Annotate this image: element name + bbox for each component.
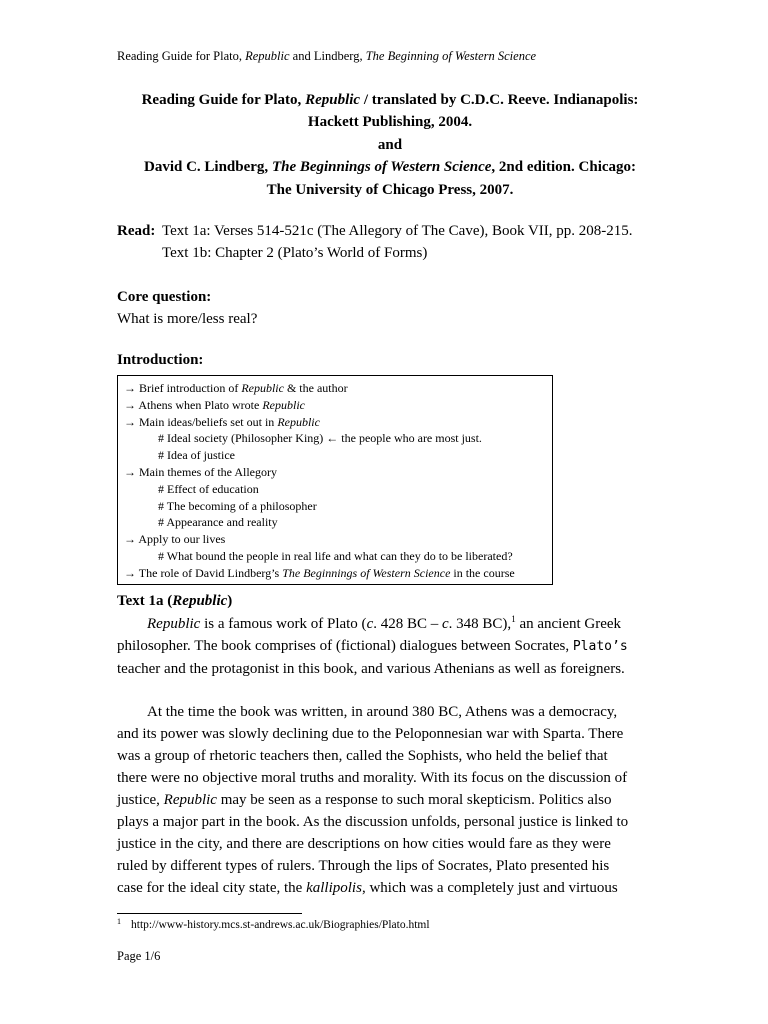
- outline-subitem: # Appearance and reality: [158, 515, 278, 530]
- footnote-url: http://www-history.mcs.st-andrews.ac.uk/Biographies/Plato.html: [131, 919, 430, 931]
- outline-item: → Apply to our lives: [124, 532, 226, 547]
- outline-subitem: # Idea of justice: [158, 448, 235, 463]
- page-number: Page 1/6: [117, 949, 161, 963]
- section-heading: Text 1a (Republic): [117, 593, 233, 609]
- footnote-divider: [117, 913, 302, 914]
- read-label: Read:: [117, 223, 156, 239]
- footnote-mark: 1: [117, 917, 121, 926]
- core-question: Core question: What is more/less real?: [117, 289, 258, 327]
- outline-item: → Main ideas/beliefs set out in Republic: [124, 414, 320, 429]
- outline-subitem: # The becoming of a philosopher: [158, 498, 317, 513]
- introduction-outline-box: [117, 375, 553, 585]
- introduction-heading: Introduction:: [117, 352, 204, 368]
- running-header: Reading Guide for Plato, Republic and Lindberg, The Beginning of Western Science: [117, 49, 537, 63]
- paragraph-2: At the time the book was written, in around 380 BC, Athens was a democracy, and its power was slowly declining due to the Peloponnesian war with Sparta. There was a group of rhetoric teachers then, called the Sophists, who held the belief that there were no objective moral truths and morality. With its focus on the discussion of justice, Republic may be seen as a response to such moral skepticism. Politics also plays a major part in the book. As the discussion unfolds, personal justice is linked to justice in the city, and there are descriptions on how cities would fare as they were ruled by different types of rulers. Through the lips of Socrates, Plato presented his case for the ideal city state, the kallipolis, which was a completely just and virtuous: [117, 704, 629, 896]
- outline-subitem: # What bound the people in real life and what can they do to be liberated?: [158, 548, 513, 563]
- outline-item: → Main themes of the Allegory: [124, 464, 277, 479]
- outline-item: → The role of David Lindberg’s The Beginnings of Western Science in the course: [124, 565, 515, 580]
- outline-subitem: # Effect of education: [158, 481, 259, 496]
- footnote: [117, 919, 430, 931]
- outline-subitem: # Ideal society (Philosopher King) ← the people who are most just.: [158, 431, 482, 446]
- outline-item: → Brief introduction of Republic & the author: [124, 381, 348, 395]
- footnote-ref: 1: [511, 614, 516, 624]
- paragraph-1: Republic is a famous work of Plato (c. 428 BC – c. 348 BC),$^1$ an ancient Greek philosopher. The book comprises of (fictional) dialogues between Socrates, Plato’s teacher and the protagonist in this book, and various Athenians as well as foreigners.: [117, 614, 628, 677]
- reading-assignment: Read: Text 1a: Verses 514-521c (The Allegory of The Cave), Book VII, pp. 208-215. Text 1b: Chapter 2 (Plato’s World of Forms): [117, 220, 633, 264]
- document-title: Reading Guide for Plato, Republic / translated by C.D.C. Reeve. Indianapolis: Hackett Publishing, 2004. and David C. Lindberg, The Beginnings of Western Science, 2nd edition. Chicago: The University of Chicago Press, 2007.: [141, 92, 639, 198]
- outline-item: → Athens when Plato wrote Republic: [124, 397, 305, 412]
